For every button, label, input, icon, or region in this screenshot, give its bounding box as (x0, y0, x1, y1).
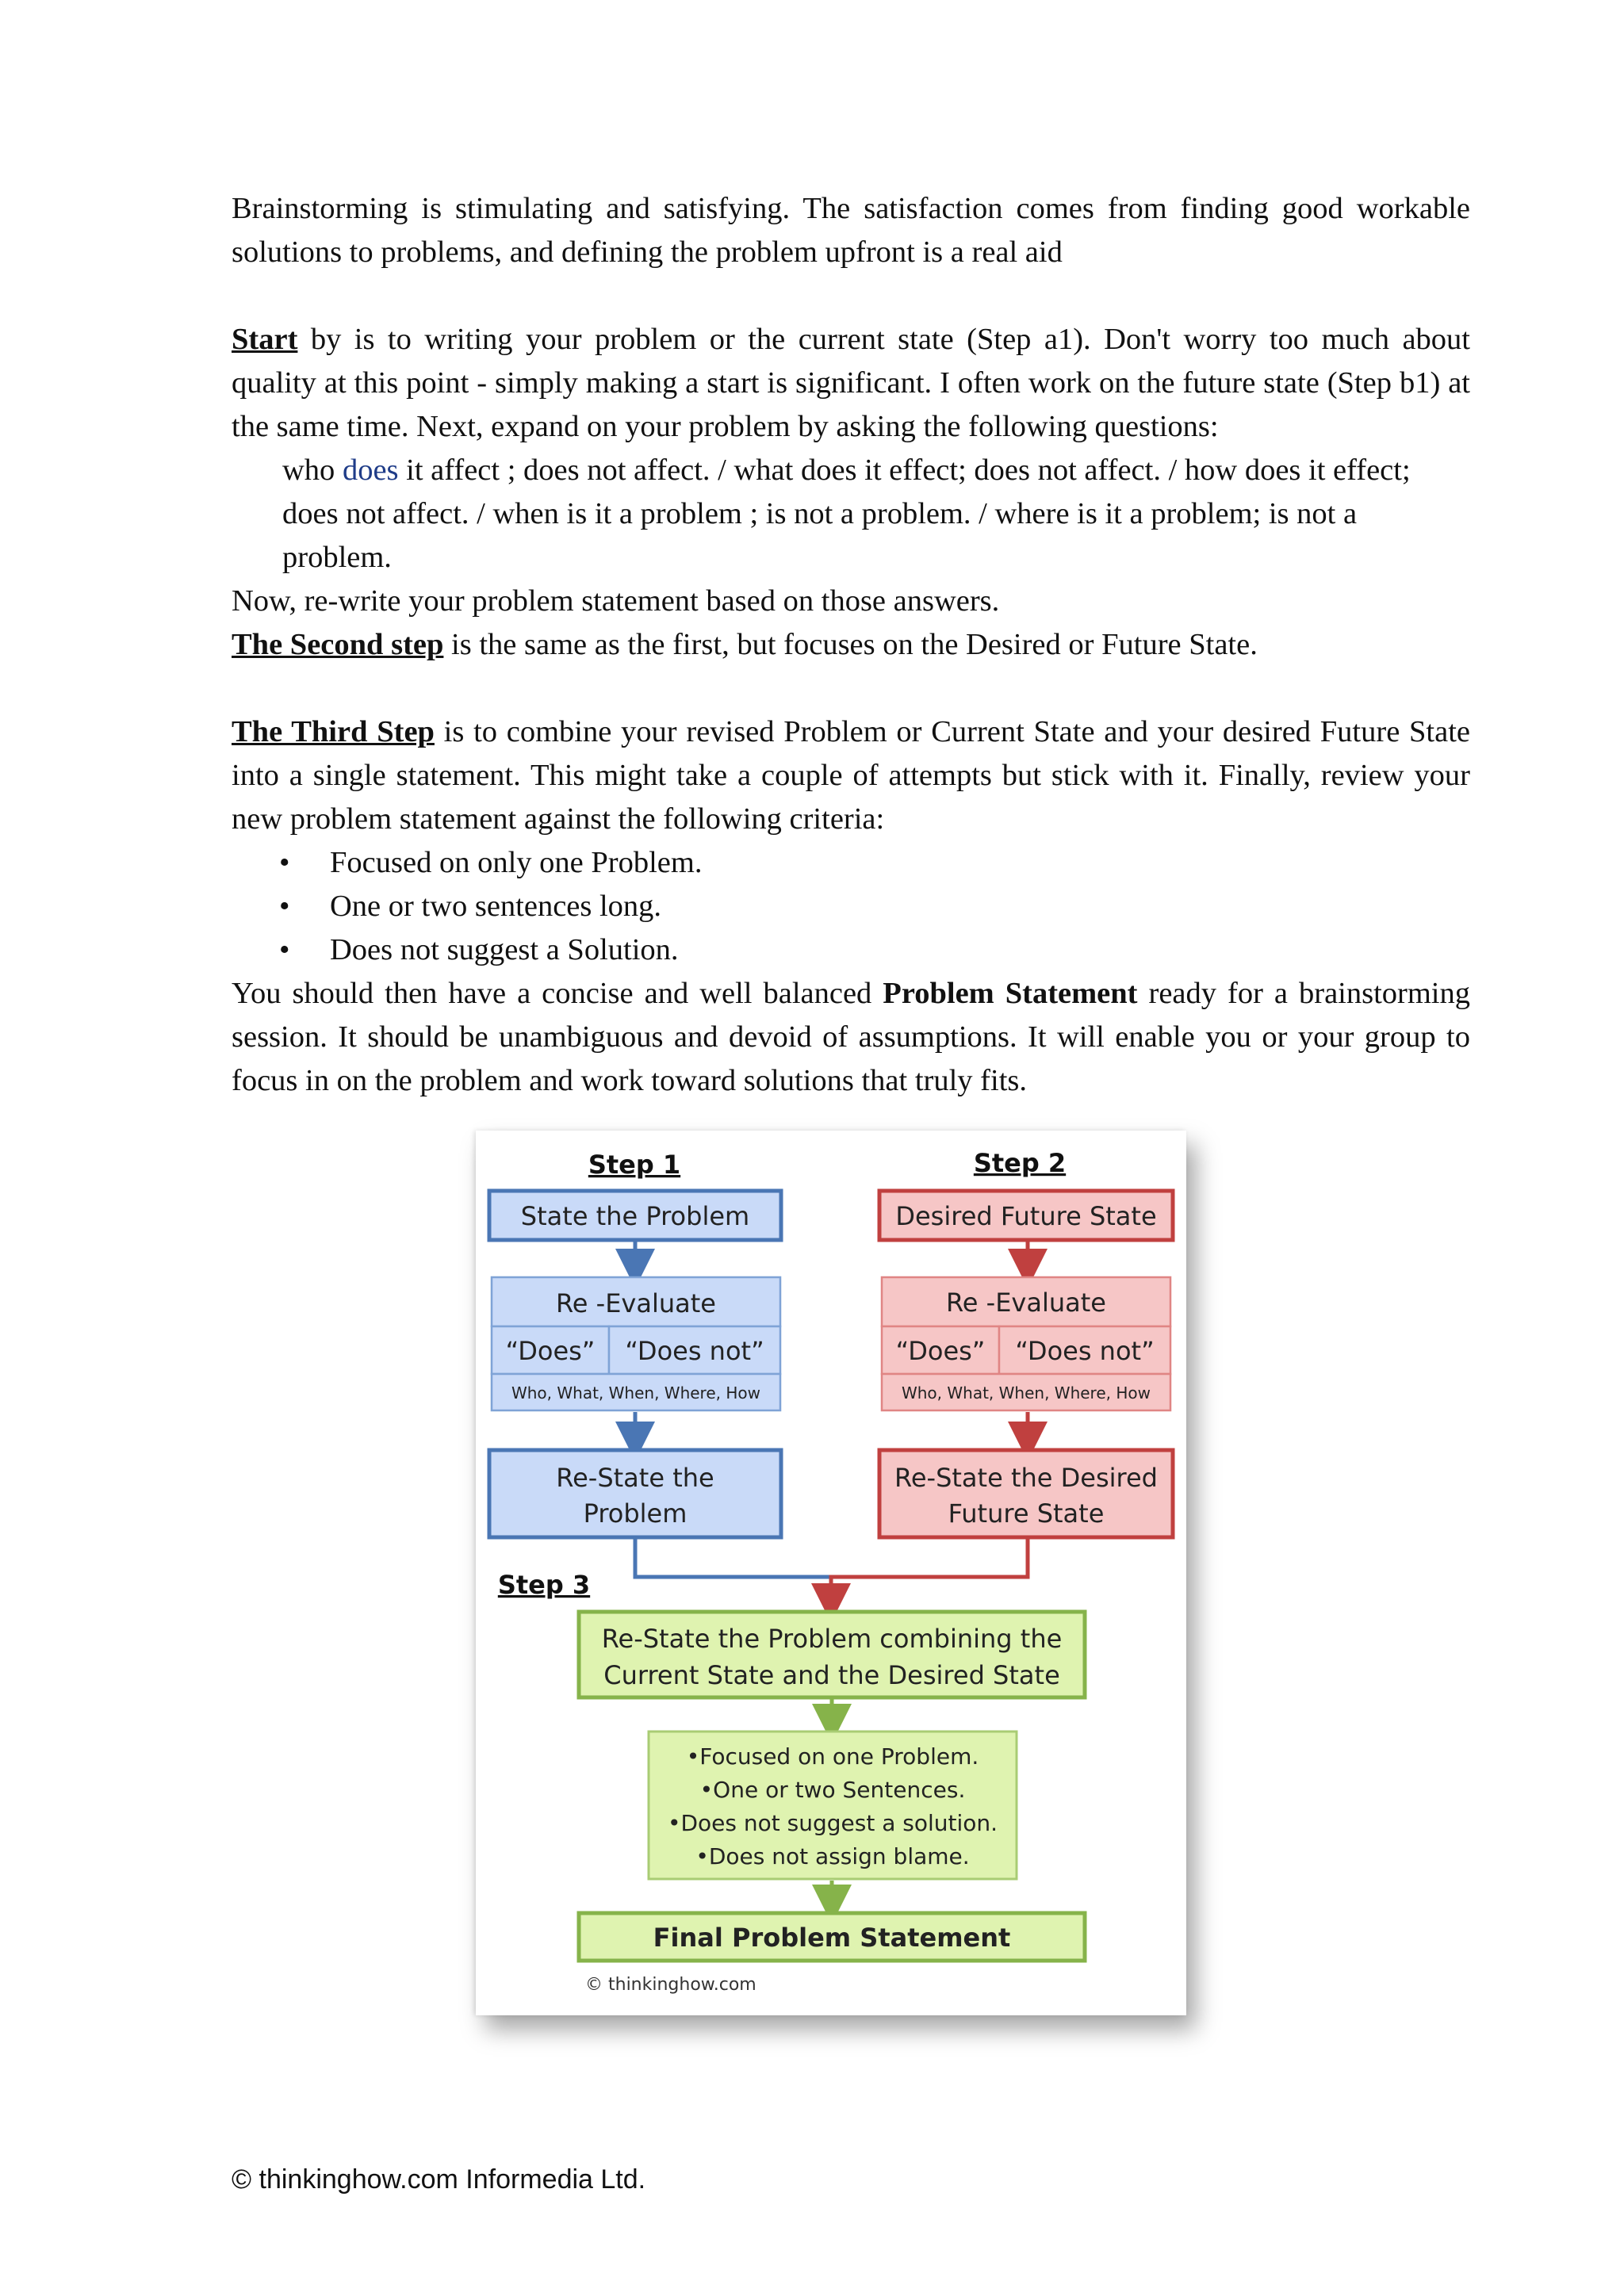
final-statement-label: Final Problem Statement (653, 1923, 1011, 1953)
combine-line2: Current State and the Desired State (603, 1660, 1060, 1690)
rewrite-line: Now, re-write your problem statement based on those answers. (232, 584, 1000, 618)
closing-paragraph (232, 972, 1470, 1103)
questions-paragraph (232, 449, 1470, 580)
check-item: •Focused on one Problem. (686, 1743, 979, 1770)
restate-desired-line2: Future State (948, 1498, 1105, 1529)
desired-future-box (879, 1191, 1173, 1240)
second-step-text: is the same as the first, but focuses on the Desired or Future State. (443, 628, 1258, 661)
closing-pre: You should then have a concise and well balanced (232, 977, 883, 1010)
step1-heading: Step 1 (588, 1150, 681, 1180)
checks-box (649, 1732, 1017, 1879)
state-problem-box (489, 1191, 781, 1240)
combine-box (579, 1612, 1085, 1697)
restate-problem-line2: Problem (583, 1498, 688, 1529)
reevaluate-right-label: Re -Evaluate (946, 1288, 1106, 1318)
desired-future-label: Desired Future State (895, 1201, 1157, 1231)
step2-heading: Step 2 (973, 1148, 1067, 1178)
questions-right-label: Who, What, When, Where, How (901, 1383, 1151, 1402)
third-step-paragraph (232, 710, 1470, 841)
combine-line1: Re-State the Problem combining the (601, 1624, 1063, 1654)
intro-paragraph: Brainstorming is stimulating and satisfying. The satisfaction comes from finding good workable solutions to problems, and defining the problem upfront is a real aid (232, 192, 1470, 269)
does-right-label: “Does” (895, 1336, 986, 1366)
reevaluate-left-label: Re -Evaluate (556, 1288, 716, 1318)
final-statement-box (579, 1913, 1085, 1961)
restate-problem-box (489, 1450, 781, 1537)
criteria-item: • One or two sentences long. (232, 885, 1470, 928)
diagram-credit: © thinkinghow.com (585, 1975, 756, 1995)
does-not-left-label: “Does not” (625, 1336, 764, 1366)
third-step-label: The Third Step (232, 715, 435, 748)
criteria-item: • Does not suggest a Solution. (232, 928, 1470, 972)
questions-left-label: Who, What, When, Where, How (511, 1383, 761, 1402)
page-footer: © thinkinghow.com Informedia Ltd. (232, 2164, 646, 2195)
step3-heading: Step 3 (497, 1570, 591, 1600)
blue-connector (635, 1539, 831, 1577)
third-step-text: is to combine your revised Problem or Current State and your desired Future State into a single statement. This might take a couple of attempts but stick with it. Finally, review your new problem statement against the following criteria: (232, 715, 1470, 836)
questions-pre: who (282, 453, 343, 487)
red-connector (831, 1539, 1028, 1603)
start-text: by is to writing your problem or the current state (Step a1). Don't worry too much about quality at this point - simply making a start is significant. I often work on the future state (Step b1) at the same time. Next, expand on your problem by asking the following questions: (232, 323, 1470, 443)
start-paragraph (232, 318, 1470, 449)
second-step-label: The Second step (232, 628, 444, 661)
restate-desired-line1: Re-State the Desired (894, 1463, 1158, 1493)
does-not-right-label: “Does not” (1015, 1336, 1155, 1366)
check-item: •Does not suggest a solution. (667, 1810, 998, 1836)
reevaluate-left-box (492, 1277, 780, 1410)
does-left-label: “Does” (505, 1336, 596, 1366)
body-text (232, 187, 1470, 1103)
criteria-item: • Focused on only one Problem. (232, 841, 1470, 885)
restate-desired-box (879, 1450, 1173, 1537)
restate-problem-line1: Re-State the (556, 1463, 714, 1493)
questions-does: does (342, 453, 399, 487)
closing-post: ready for a brainstorming session. It should be unambiguous and devoid of assumptions. It will enable you or your group to focus in on the problem and work toward solutions that truly fits. (232, 977, 1470, 1097)
reevaluate-right-box (882, 1277, 1170, 1410)
questions-post: it affect ; does not affect. / what does it effect; does not affect. / how does it effect; does not affect. / when is it a problem ; is not a problem. / where is it a problem; is not a problem. (282, 453, 1411, 574)
process-diagram (476, 1131, 1186, 2015)
state-problem-label: State the Problem (520, 1201, 750, 1231)
check-item: •Does not assign blame. (695, 1843, 970, 1869)
closing-bold: Problem Statement (883, 977, 1138, 1010)
criteria-list (232, 841, 1470, 972)
check-item: •One or two Sentences. (699, 1777, 966, 1803)
second-step-paragraph (232, 623, 1470, 667)
start-label: Start (232, 323, 298, 356)
